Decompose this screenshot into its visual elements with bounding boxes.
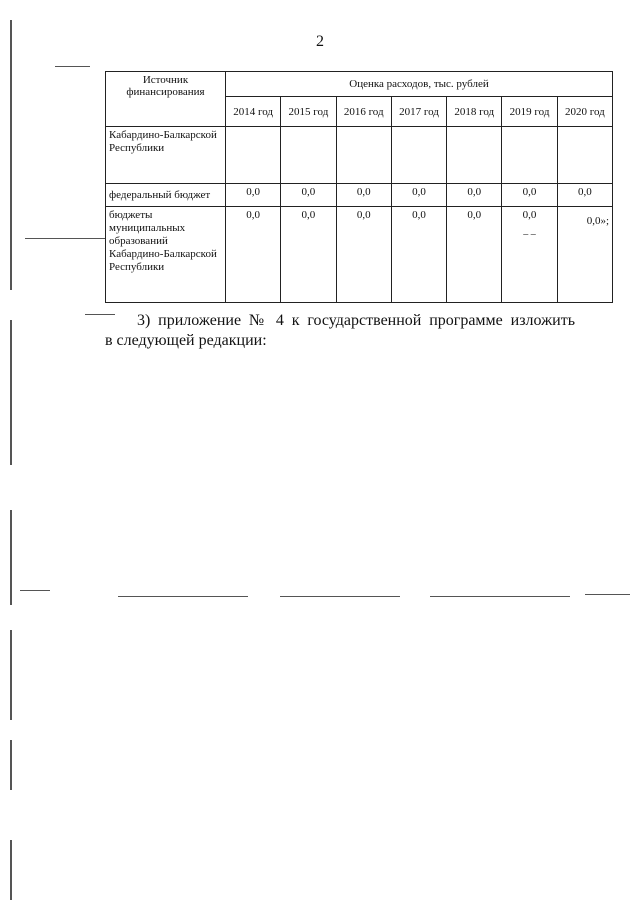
value-cell: 0,0 (447, 184, 502, 207)
table-row (106, 207, 613, 303)
finance-table (105, 71, 613, 303)
value-cell (281, 127, 336, 184)
value-cell: 0,0 (226, 184, 281, 207)
value-cell (502, 127, 557, 184)
year-header: 2020 год (557, 97, 612, 127)
scan-artifact-dash (55, 66, 90, 67)
scan-artifact-dash (118, 596, 248, 597)
value-cell (226, 127, 281, 184)
scan-artifact-dash (20, 590, 50, 591)
paragraph-line: 3) приложение № 4 к государственной программе изложить (137, 312, 575, 329)
dash-mark: – – (523, 229, 536, 240)
row-label: Кабардино-Балкарской Республики (106, 127, 226, 184)
value-cell: 0,0 (281, 184, 336, 207)
value-cell: 0,0 (391, 184, 446, 207)
year-header: 2016 год (336, 97, 391, 127)
row-label: бюджеты муниципальных образований Кабардино-Балкарской Республики (106, 207, 226, 303)
value-cell: 0,0 (557, 184, 612, 207)
value-cell (336, 127, 391, 184)
scan-artifact-left-edge (10, 320, 12, 465)
estimate-header: Оценка расходов, тыс. рублей (226, 72, 613, 97)
scan-artifact-left-edge (10, 740, 12, 790)
value-cell (447, 127, 502, 184)
page-number: 2 (316, 33, 324, 50)
year-header: 2014 год (226, 97, 281, 127)
value-cell: 0,0 (391, 207, 446, 303)
scan-artifact-left-edge (10, 840, 12, 900)
value-cell (557, 127, 612, 184)
year-header: 2018 год (447, 97, 502, 127)
scan-artifact-dash (280, 596, 400, 597)
year-header: 2017 год (391, 97, 446, 127)
scan-artifact-dash (430, 596, 570, 597)
scan-artifact-dash (585, 594, 630, 595)
value-cell: 0,0 (336, 207, 391, 303)
value-cell: 0,0 (502, 184, 557, 207)
row-label: федеральный бюджет (106, 184, 226, 207)
value-cell (391, 127, 446, 184)
scan-artifact-dash (25, 238, 105, 239)
year-header: 2019 год (502, 97, 557, 127)
paragraph-line: в следующей редакции: (105, 332, 267, 349)
value-cell: 0,0 (281, 207, 336, 303)
value-cell (502, 207, 557, 303)
scan-artifact-left-edge (10, 630, 12, 720)
value-cell: 0,0 (447, 207, 502, 303)
year-header: 2015 год (281, 97, 336, 127)
scan-artifact-left-edge (10, 20, 12, 290)
value-text: 0,0 (522, 209, 537, 221)
table-row (106, 127, 613, 184)
value-cell: 0,0»; (557, 207, 612, 303)
scan-artifact-left-edge (10, 510, 12, 605)
body-paragraph (105, 311, 575, 351)
table-row (106, 184, 613, 207)
value-cell: 0,0 (226, 207, 281, 303)
value-cell: 0,0 (336, 184, 391, 207)
source-header: Источник финансирования (106, 72, 226, 127)
